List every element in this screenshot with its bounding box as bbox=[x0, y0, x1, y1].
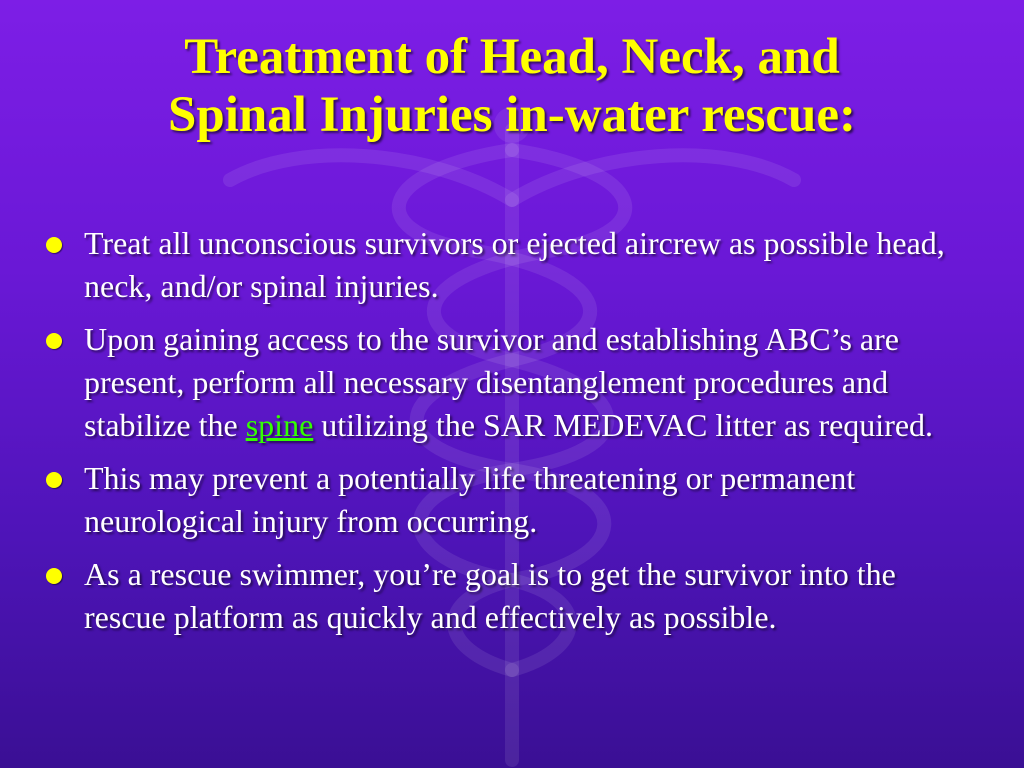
bullet-dot-icon bbox=[46, 237, 62, 253]
bullet-dot-icon bbox=[46, 568, 62, 584]
bullet-dot-icon bbox=[46, 333, 62, 349]
bullet-text: Treat all unconscious survivors or ejected aircrew as possible head, neck, and/or spinal injuries. bbox=[84, 225, 945, 304]
bullet-list bbox=[44, 222, 984, 649]
bullet-text: This may prevent a potentially life threatening or permanent neurological injury from occurring. bbox=[84, 460, 856, 539]
bullet-text: utilizing the SAR MEDEVAC litter as required. bbox=[313, 407, 934, 443]
bullet-text: As a rescue swimmer, you’re goal is to get the survivor into the rescue platform as quickly and effectively as possible. bbox=[84, 556, 896, 635]
bullet-item bbox=[44, 222, 984, 308]
bullet-text: Upon gaining access to the survivor and establishing ABC’s are present, perform all necessary disentanglement procedures and stabilize the bbox=[84, 321, 899, 443]
bullet-item bbox=[44, 318, 984, 447]
bullet-item bbox=[44, 553, 984, 639]
bullet-item bbox=[44, 457, 984, 543]
bullet-dot-icon bbox=[46, 472, 62, 488]
slide-title bbox=[40, 28, 984, 144]
title-line-2: Spinal Injuries in-water rescue: bbox=[167, 87, 857, 143]
spine-link[interactable]: spine bbox=[245, 407, 314, 443]
title-line-1: Treatment of Head, Neck, and bbox=[184, 29, 840, 85]
